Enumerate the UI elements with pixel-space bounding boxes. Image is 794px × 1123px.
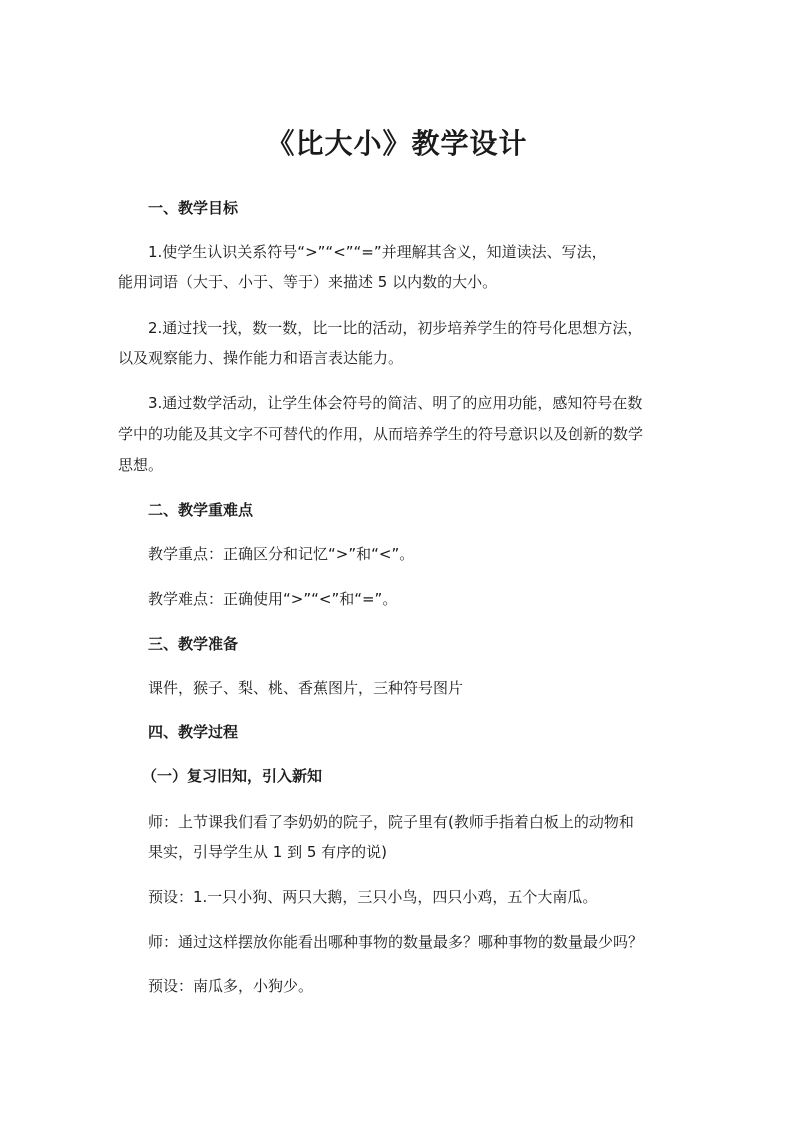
section-heading-process: 四、教学过程 [148,723,239,741]
section-heading-objectives: 一、教学目标 [148,199,239,217]
materials-text: 课件，猴子、梨、桃、香蕉图片，三种符号图片 [148,679,464,697]
teacher-line-1a: 师：上节课我们看了李奶奶的院子，院子里有(教师手指着白板上的动物和 [148,813,634,831]
objective-1-line-2: 能用词语（大于、小于、等于）来描述 5 以内数的大小。 [118,273,498,291]
process-subheading: （一）复习旧知，引入新知 [142,767,323,785]
difficulty-text: 教学难点：正确使用“>”“<”和“=”。 [148,590,398,608]
objective-2-line-2: 以及观察能力、操作能力和语言表达能力。 [118,349,404,367]
teacher-line-1b: 果实，引导学生从 1 到 5 有序的说) [148,843,388,861]
student-expected-1: 预设：1.一只小狗、两只大鹅，三只小鸟，四只小鸡，五个大南瓜。 [148,888,598,906]
objective-2-line-1: 2.通过找一找，数一数，比一比的活动，初步培养学生的符号化思想方法， [148,319,643,337]
key-point-text: 教学重点：正确区分和记忆“>”和“<”。 [148,545,415,563]
objective-3-line-1: 3.通过数学活动，让学生体会符号的简洁、明了的应用功能，感知符号在数 [148,394,643,412]
document-title: 《比大小》教学设计 [266,127,528,160]
objective-1-line-1: 1.使学生认识关系符号“>”“<”“=”并理解其含义，知道读法、写法， [148,243,607,261]
objective-3-line-3: 思想。 [118,456,164,474]
section-heading-key-points: 二、教学重难点 [148,501,254,519]
section-heading-preparation: 三、教学准备 [148,635,239,653]
teacher-line-2: 师：通过这样摆放你能看出哪种事物的数量最多？哪种事物的数量最少吗？ [148,933,644,951]
student-expected-2: 预设：南瓜多，小狗少。 [148,977,314,995]
objective-3-line-2: 学中的功能及其文字不可替代的作用，从而培养学生的符号意识以及创新的数学 [118,425,644,443]
